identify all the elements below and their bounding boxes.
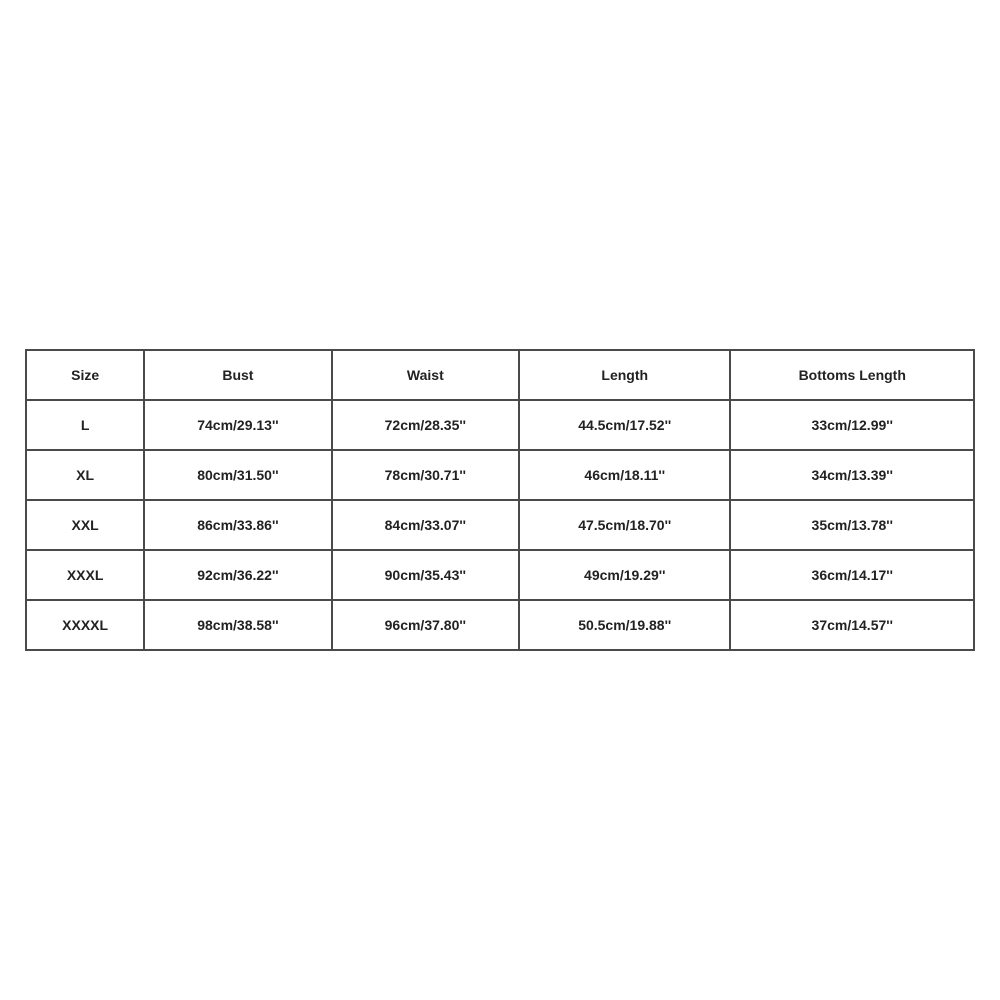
size-cell: XXXL [26, 550, 144, 600]
bust-cell: 80cm/31.50'' [144, 450, 331, 500]
header-row [26, 350, 974, 400]
size-cell: XXL [26, 500, 144, 550]
table-row [26, 550, 974, 600]
size-cell: XL [26, 450, 144, 500]
size-cell: XXXXL [26, 600, 144, 650]
length-cell: 49cm/19.29'' [519, 550, 730, 600]
table-row [26, 400, 974, 450]
header-length: Length [519, 350, 730, 400]
bottoms-length-cell: 36cm/14.17'' [730, 550, 974, 600]
bottoms-length-cell: 35cm/13.78'' [730, 500, 974, 550]
length-cell: 50.5cm/19.88'' [519, 600, 730, 650]
length-cell: 44.5cm/17.52'' [519, 400, 730, 450]
length-cell: 46cm/18.11'' [519, 450, 730, 500]
bottoms-length-cell: 37cm/14.57'' [730, 600, 974, 650]
table-row [26, 500, 974, 550]
size-chart-table [25, 349, 975, 651]
table-row [26, 600, 974, 650]
waist-cell: 90cm/35.43'' [332, 550, 519, 600]
bust-cell: 74cm/29.13'' [144, 400, 331, 450]
header-bottoms-length: Bottoms Length [730, 350, 974, 400]
table-row [26, 450, 974, 500]
waist-cell: 84cm/33.07'' [332, 500, 519, 550]
header-bust: Bust [144, 350, 331, 400]
bust-cell: 92cm/36.22'' [144, 550, 331, 600]
length-cell: 47.5cm/18.70'' [519, 500, 730, 550]
bottoms-length-cell: 33cm/12.99'' [730, 400, 974, 450]
size-cell: L [26, 400, 144, 450]
header-waist: Waist [332, 350, 519, 400]
waist-cell: 72cm/28.35'' [332, 400, 519, 450]
waist-cell: 96cm/37.80'' [332, 600, 519, 650]
waist-cell: 78cm/30.71'' [332, 450, 519, 500]
header-size: Size [26, 350, 144, 400]
bottoms-length-cell: 34cm/13.39'' [730, 450, 974, 500]
bust-cell: 86cm/33.86'' [144, 500, 331, 550]
bust-cell: 98cm/38.58'' [144, 600, 331, 650]
